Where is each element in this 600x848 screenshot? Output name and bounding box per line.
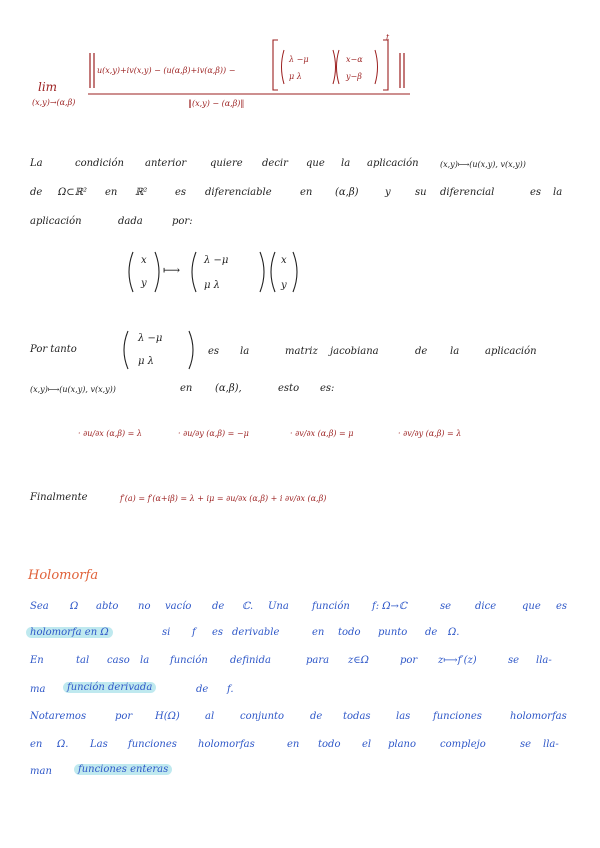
limit-word: lim bbox=[38, 80, 58, 94]
word: En bbox=[30, 655, 44, 666]
math-map: (x,y)⟼(u(x,y), v(x,y)) bbox=[440, 160, 526, 169]
word: de bbox=[30, 187, 43, 198]
word: esto bbox=[278, 383, 300, 394]
word: y bbox=[385, 187, 391, 198]
word: de bbox=[425, 627, 438, 638]
partial-du-dy: · ∂u/∂y (α,β) = −μ bbox=[178, 429, 249, 438]
word: man bbox=[30, 766, 52, 777]
map-input-row2: y bbox=[141, 278, 147, 289]
word: H(Ω) bbox=[155, 711, 180, 722]
word: diferenciable bbox=[205, 187, 272, 198]
word: es bbox=[556, 601, 568, 612]
map-matrix-row1: λ −μ bbox=[204, 255, 229, 266]
word: lla- bbox=[536, 655, 552, 666]
limit-denominator: ‖(x,y) − (α,β)‖ bbox=[188, 99, 245, 108]
word: Las bbox=[90, 739, 108, 750]
word: por bbox=[400, 655, 418, 666]
word: diferencial bbox=[440, 187, 495, 198]
math-point: (α,β), bbox=[215, 383, 242, 394]
word: la bbox=[240, 346, 250, 357]
partial-dv-dy: · ∂v/∂y (α,β) = λ bbox=[398, 429, 462, 438]
word: lla- bbox=[543, 739, 559, 750]
word: caso bbox=[107, 655, 130, 666]
math-domain: Ω⊂ℝ² bbox=[58, 187, 87, 198]
word: en bbox=[300, 187, 313, 198]
map-output-row1: x bbox=[281, 255, 287, 266]
word: en bbox=[287, 739, 300, 750]
word: en bbox=[105, 187, 118, 198]
word: tal bbox=[76, 655, 90, 666]
highlight-holomorfa-en-omega: holomorfa en Ω bbox=[26, 627, 113, 638]
word: funciones bbox=[433, 711, 482, 722]
limit-transpose: t bbox=[386, 33, 390, 42]
word: Sea bbox=[30, 601, 49, 612]
word: por: bbox=[172, 216, 193, 227]
word: de bbox=[415, 346, 428, 357]
word: en bbox=[180, 383, 193, 394]
word: z∈Ω bbox=[348, 655, 369, 666]
word: derivable bbox=[232, 627, 280, 638]
limit-numerator: u(x,y)+iv(x,y) − (u(α,β)+iv(α,β)) − bbox=[97, 66, 236, 75]
word: aplicación bbox=[485, 346, 537, 357]
word: la bbox=[553, 187, 563, 198]
word: Ω bbox=[70, 601, 79, 612]
word: holomorfas bbox=[510, 711, 567, 722]
math-map: (x,y)⟼(u(x,y), v(x,y)) bbox=[30, 385, 116, 394]
word: punto bbox=[378, 627, 408, 638]
word: no bbox=[138, 601, 151, 612]
word: holomorfas bbox=[198, 739, 255, 750]
word: es: bbox=[320, 383, 335, 394]
map-input-row1: x bbox=[141, 255, 147, 266]
word: que bbox=[306, 158, 325, 169]
word: es bbox=[208, 346, 220, 357]
map-matrix-row2: μ λ bbox=[204, 280, 221, 291]
word: f. bbox=[227, 684, 234, 695]
word: función bbox=[170, 655, 208, 666]
word: de bbox=[310, 711, 323, 722]
word: se bbox=[440, 601, 452, 612]
limit-matrix-row2: μ λ bbox=[289, 72, 302, 81]
word: la bbox=[140, 655, 150, 666]
derivative-formula: f′(a) = f′(α+iβ) = λ + iμ = ∂u/∂x (α,β) + i ∂v/∂x (α,β) bbox=[120, 494, 327, 503]
word: la bbox=[450, 346, 460, 357]
word: anterior bbox=[145, 158, 187, 169]
limit-vector-row1: x−α bbox=[346, 55, 363, 64]
word: matriz bbox=[285, 346, 318, 357]
word: z⟼f′(z) bbox=[438, 655, 477, 666]
word: se bbox=[508, 655, 520, 666]
section-heading-holomorfa: Holomorfa bbox=[28, 568, 99, 583]
word: Una bbox=[268, 601, 289, 612]
word: de bbox=[196, 684, 209, 695]
word: f: Ω→ℂ bbox=[372, 601, 407, 612]
word: que bbox=[522, 601, 541, 612]
word: quiere bbox=[210, 158, 243, 169]
word: ma bbox=[30, 684, 46, 695]
word: ℂ. bbox=[242, 601, 254, 612]
word: (α,β) bbox=[335, 187, 359, 198]
word: Ω. bbox=[57, 739, 69, 750]
highlight-funcion-derivada: función derivada bbox=[63, 682, 156, 693]
word: todas bbox=[343, 711, 371, 722]
limit-matrix-row1: λ −μ bbox=[289, 55, 309, 64]
partial-du-dx: · ∂u/∂x (α,β) = λ bbox=[78, 429, 142, 438]
word: todo bbox=[338, 627, 361, 638]
word: es bbox=[175, 187, 187, 198]
word: condición bbox=[75, 158, 124, 169]
word: ℝ² bbox=[135, 187, 148, 198]
word: La bbox=[30, 158, 43, 169]
word: jacobiana bbox=[330, 346, 379, 357]
word: dada bbox=[118, 216, 143, 227]
map-output-row2: y bbox=[281, 280, 287, 291]
word: en bbox=[30, 739, 43, 750]
map-arrow: ⟼ bbox=[163, 263, 181, 277]
word: f bbox=[192, 627, 196, 638]
word: Notaremos bbox=[30, 711, 87, 722]
word: definida bbox=[230, 655, 271, 666]
word: si bbox=[162, 627, 171, 638]
jacobian-row1: λ −μ bbox=[138, 333, 163, 344]
word: decir bbox=[262, 158, 288, 169]
word: la bbox=[341, 158, 351, 169]
word: plano bbox=[388, 739, 417, 750]
word: vacío bbox=[165, 601, 192, 612]
word: función bbox=[312, 601, 350, 612]
highlight-funciones-enteras: funciones enteras bbox=[74, 764, 172, 775]
jacobian-row2: μ λ bbox=[138, 356, 155, 367]
word: aplicación bbox=[367, 158, 419, 169]
word: Ω. bbox=[448, 627, 460, 638]
finalmente-text: Finalmente bbox=[30, 492, 88, 503]
word: funciones bbox=[128, 739, 177, 750]
word: aplicación bbox=[30, 216, 82, 227]
word: su bbox=[415, 187, 427, 198]
por-tanto-text: Por tanto bbox=[30, 344, 77, 355]
word: de bbox=[212, 601, 225, 612]
word: es bbox=[530, 187, 542, 198]
word: conjunto bbox=[240, 711, 285, 722]
word: todo bbox=[318, 739, 341, 750]
limit-subscript: (x,y)→(α,β) bbox=[32, 98, 76, 107]
word: complejo bbox=[440, 739, 486, 750]
limit-vector-row2: y−β bbox=[346, 72, 362, 81]
word: las bbox=[396, 711, 411, 722]
word: abto bbox=[96, 601, 119, 612]
word: se bbox=[520, 739, 532, 750]
word: por bbox=[115, 711, 133, 722]
partial-dv-dx: · ∂v/∂x (α,β) = μ bbox=[290, 429, 354, 438]
word: para bbox=[306, 655, 330, 666]
word: el bbox=[362, 739, 372, 750]
word: es bbox=[212, 627, 224, 638]
word: al bbox=[205, 711, 215, 722]
word: dice bbox=[475, 601, 497, 612]
word: en bbox=[312, 627, 325, 638]
